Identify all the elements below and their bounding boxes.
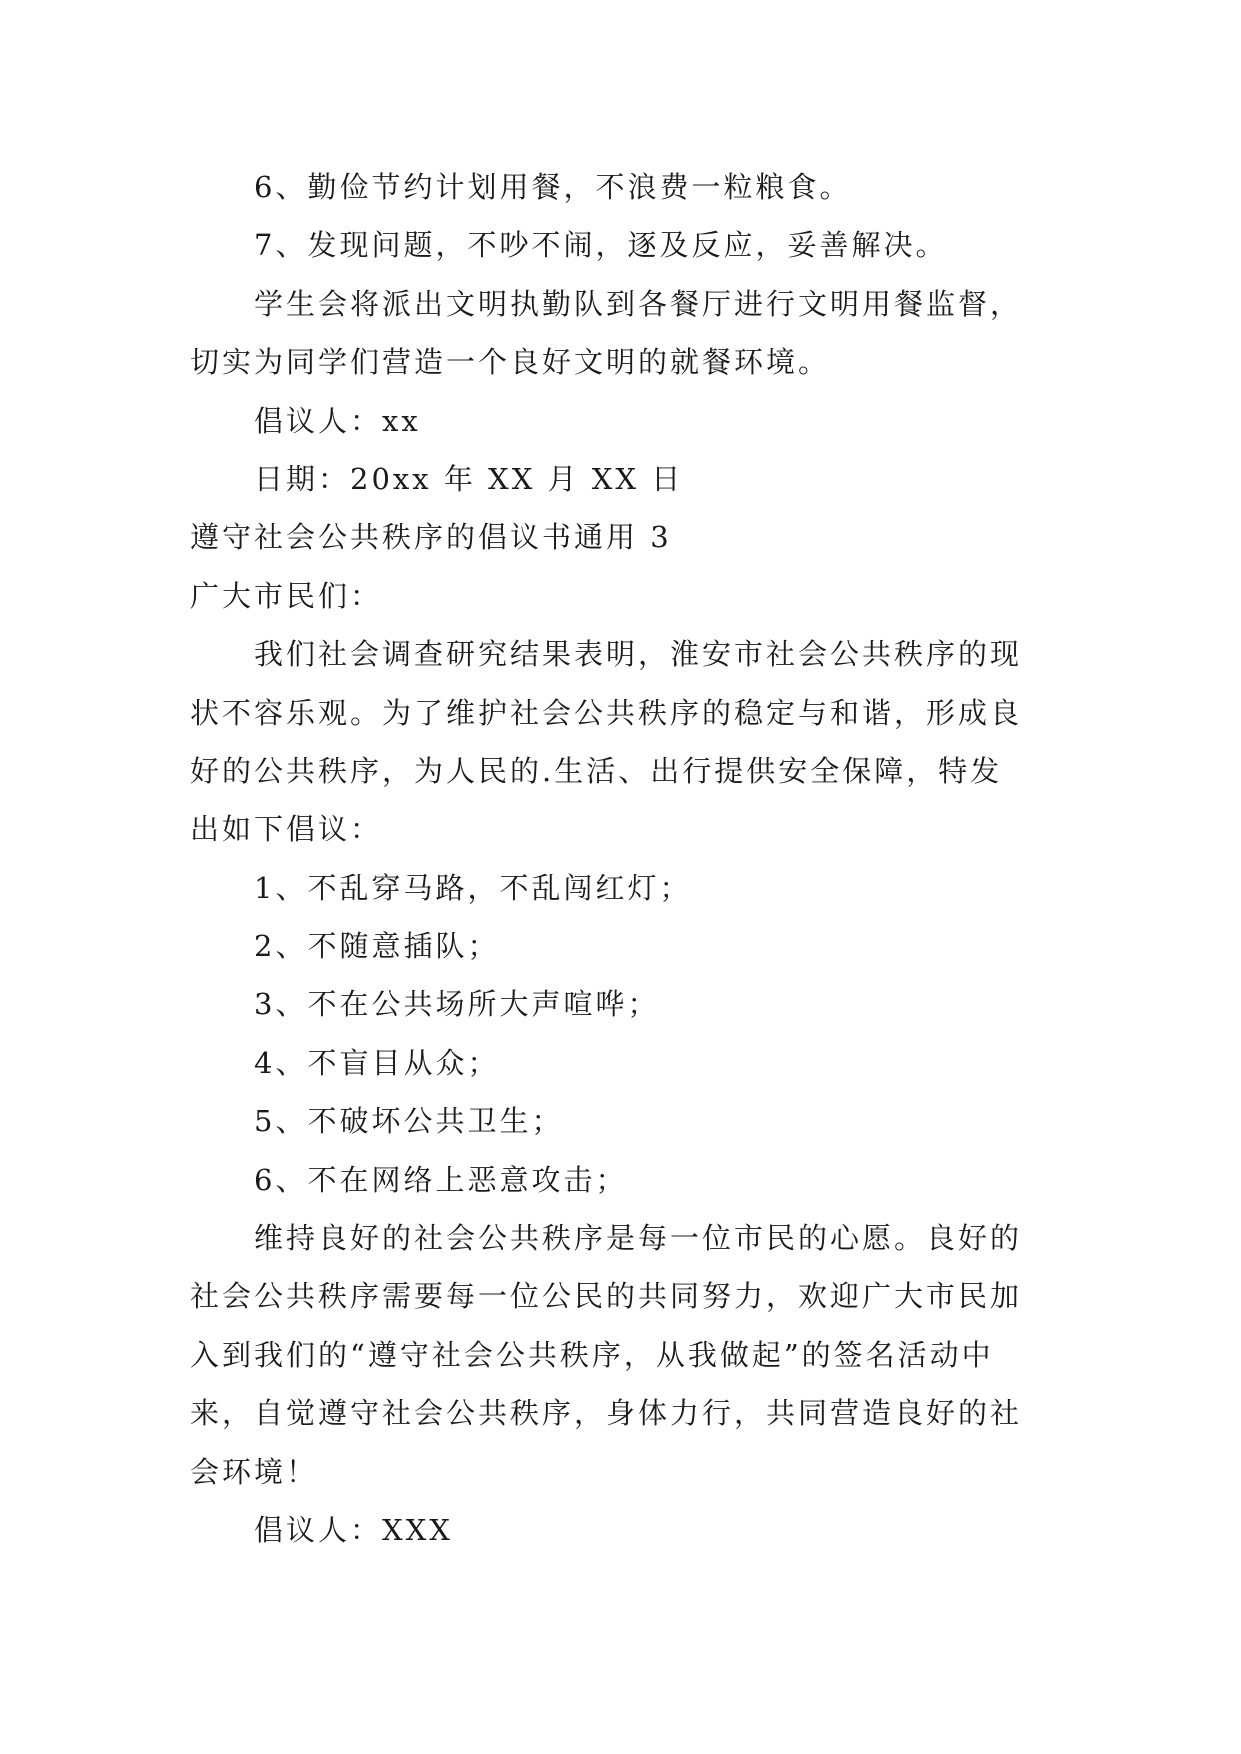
date-line: 日期：20xx 年 XX 月 XX 日 bbox=[254, 461, 684, 496]
document-body bbox=[190, 158, 1050, 1559]
list-item-6: 6、不在网络上恶意攻击； bbox=[254, 1162, 628, 1197]
paragraph-line: 好的公共秩序，为人民的.生活、出行提供安全保障，特发 bbox=[190, 753, 1003, 788]
paragraph-line: 出如下倡议： bbox=[190, 812, 383, 847]
list-item-6-meal: 6、勤俭节约计划用餐，不浪费一粒粮食。 bbox=[254, 170, 852, 204]
list-item-4: 4、不盲目从众； bbox=[254, 1045, 500, 1080]
paragraph-line: 维持良好的社会公共秩序是每一位市民的心愿。良好的 bbox=[254, 1221, 1023, 1256]
signatory-line: 倡议人：xx bbox=[254, 403, 421, 438]
list-item-2: 2、不随意插队； bbox=[254, 929, 500, 964]
paragraph-line: 我们社会调查研究结果表明，淮安市社会公共秩序的现 bbox=[254, 637, 1023, 672]
list-item-1: 1、不乱穿马路，不乱闯红灯； bbox=[254, 870, 692, 905]
signatory-line: 倡议人：XXX bbox=[254, 1512, 453, 1547]
section-title: 遵守社会公共秩序的倡议书通用 3 bbox=[190, 520, 672, 555]
paragraph-line: 切实为同学们营造一个良好文明的就餐环境。 bbox=[190, 345, 831, 380]
paragraph-line: 入到我们的“遵守社会公共秩序，从我做起”的签名活动中 bbox=[190, 1337, 994, 1372]
paragraph-line: 社会公共秩序需要每一位公民的共同努力，欢迎广大市民加 bbox=[190, 1279, 1023, 1314]
paragraph-line: 状不容乐观。为了维护社会公共秩序的稳定与和谐，形成良 bbox=[190, 695, 1023, 730]
list-item-3: 3、不在公共场所大声喧哗； bbox=[254, 987, 660, 1022]
salutation: 广大市民们： bbox=[190, 578, 383, 613]
list-item-5: 5、不破坏公共卫生； bbox=[254, 1104, 564, 1139]
paragraph-line: 会环境！ bbox=[190, 1454, 319, 1489]
list-item-7-meal: 7、发现问题，不吵不闹，逐及反应，妥善解决。 bbox=[254, 228, 948, 263]
paragraph-line: 学生会将派出文明执勤队到各餐厅进行文明用餐监督， bbox=[254, 286, 1023, 321]
paragraph-line: 来，自觉遵守社会公共秩序，身体力行，共同营造良好的社 bbox=[190, 1396, 1023, 1431]
